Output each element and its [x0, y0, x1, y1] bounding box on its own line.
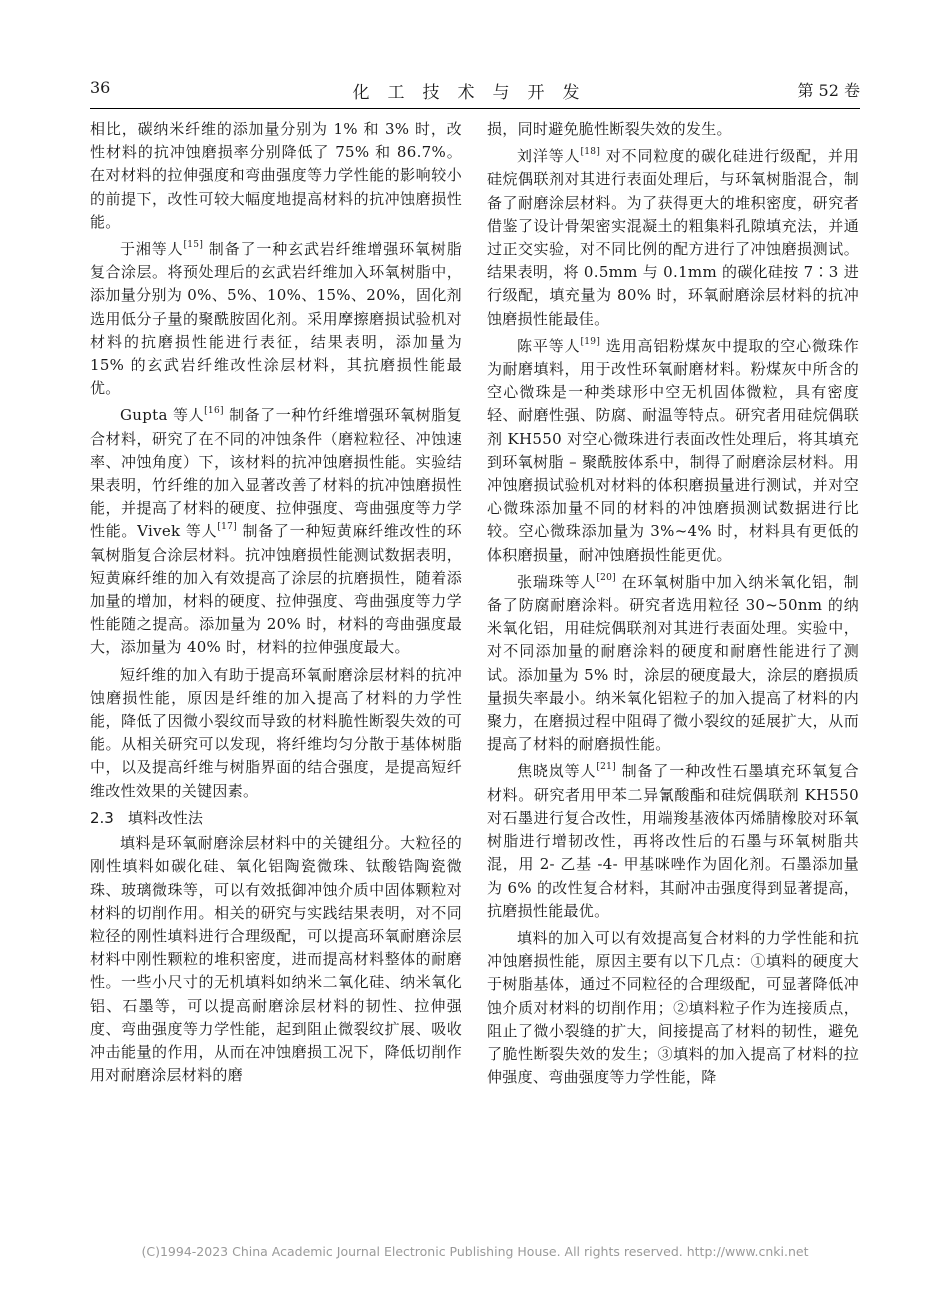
citation-ref[interactable]: [16] [204, 406, 224, 417]
paragraph: 相比，碳纳米纤维的添加量分别为 1% 和 3% 时，改性材料的抗冲蚀磨损率分别降低了 75% 和 86.7%。在对材料的拉伸强度和弯曲强度等力学性能的影响较小的前提下，改性可较大幅度地提高材料的抗冲蚀磨损性能。 [90, 120, 462, 231]
paragraph-text: 制备了一种改性石墨填充环氧复合材料。研究者用甲苯二异氰酸酯和硅烷偶联剂 KH550 对石墨进行复合改性，用端羧基液体丙烯腈橡胶对环氧树脂进行增韧改性，再将改性后的石墨与环氧树脂共混，用 2- 乙基 -4- 甲基咪唑作为固化剂。石墨添加量为 6% 的改性复合材料，其耐冲击强度得到显著提高，抗磨损性能最优。 [487, 762, 859, 920]
citation-ref[interactable]: [15] [183, 240, 204, 251]
author-text: 焦晓岚等人 [517, 762, 597, 781]
paragraph [487, 571, 859, 757]
journal-title: 化工技术与开发 [352, 83, 598, 103]
paragraph-text: 对不同粒度的碳化硅进行级配，并用硅烷偶联剂对其进行表面处理后，与环氧树脂混合，制备了耐磨涂层材料。为了获得更大的堆积密度，研究者借鉴了设计骨架密实混凝土的粗集料孔隙填充法，并通过正交实验，对不同比例的配方进行了冲蚀磨损测试。结果表明，将 0.5mm 与 0.1mm 的碳化硅按 7∶3 进行级配，填充量为 80% 时，环氧耐磨涂层材料的抗冲蚀磨损性能最佳。 [487, 147, 859, 328]
author-text: 刘洋等人 [517, 147, 581, 166]
paragraph [487, 145, 859, 331]
left-column [90, 118, 462, 1087]
section-title: 填料改性法 [127, 808, 203, 827]
copyright-footer: (C)1994-2023 China Academic Journal Electronic Publishing House. All rights reserved. http://www.cnki.net [141, 1244, 809, 1259]
paragraph [90, 238, 462, 400]
paragraph [487, 760, 859, 922]
paragraph-text: 在环氧树脂中加入纳米氧化铝，制备了防腐耐磨涂料。研究者选用粒径 30~50nm 的纳米氧化铝，用硅烷偶联剂对其进行表面处理。实验中，对不同添加量的耐磨涂料的硬度和耐磨性能进行了测试。添加量为 5% 时，涂层的硬度最大，涂层的磨损质量损失率最小。纳米氧化铝粒子的加入提高了材料的内聚力，在磨损过程中阻碍了微小裂纹的延展扩大，从而提高了材料的耐磨损性能。 [487, 572, 859, 754]
author-text: Gupta 等人 [120, 406, 205, 425]
paragraph: 短纤维的加入有助于提高环氧耐磨涂层材料的抗冲蚀磨损性能，原因是纤维的加入提高了材料的力学性能，降低了因微小裂纹而导致的材料脆性断裂失效的可能。从相关研究可以发现，将纤维均匀分散于基体树脂中，以及提高纤维与树脂界面的结合强度，是提高短纤维改性效果的关键因素。 [90, 665, 462, 800]
paragraph-text: 制备了一种短黄麻纤维改性的环氧树脂复合涂层材料。抗冲蚀磨损性能测试数据表明，短黄麻纤维的加入有效提高了涂层的抗磨损性，随着添加量的增加，材料的硬度、拉伸强度、弯曲强度等力学性能随之提高。添加量为 20% 时，材料的弯曲强度最大，添加量为 40% 时，材料的拉伸强度最大。 [90, 522, 462, 657]
citation-ref[interactable]: [21] [596, 762, 616, 773]
paragraph-text: 制备了一种竹纤维增强环氧树脂复合材料，研究了在不同的冲蚀条件（磨粒粒径、冲蚀速率、冲蚀角度）下，该材料的抗冲蚀磨损性能。实验结果表明，竹纤维的加入显著改善了材料的抗冲蚀磨损性能，并提高了材料的硬度、拉伸强度、弯曲强度等力学性能。Vivek 等人 [90, 406, 462, 541]
author-text: 于湘等人 [120, 240, 184, 259]
paragraph [487, 335, 859, 567]
citation-ref[interactable]: [20] [596, 572, 616, 583]
paragraph: 填料是环氧耐磨涂层材料中的关键组分。大粒径的刚性填料如碳化硅、氧化铝陶瓷微珠、钛酸锆陶瓷微珠、玻璃微珠等，可以有效抵御冲蚀介质中固体颗粒对材料的切削作用。相关的研究与实践结果表明，对不同粒径的刚性填料进行合理级配，可以提高环氧耐磨涂层材料中刚性颗粒的堆积密度，进而提高材料整体的耐磨性。一些小尺寸的无机填料如纳米二氧化硅、纳米氧化铝、石墨等，可以提高耐磨涂层材料的韧性、拉伸强度、弯曲强度等力学性能，起到阻止微裂纹扩展、吸收冲击能量的作用，从而在冲蚀磨损工况下，降低切削作用对耐磨涂层材料的磨 [90, 834, 462, 1085]
paragraph: 填料的加入可以有效提高复合材料的力学性能和抗冲蚀磨损性能，原因主要有以下几点：①填料的硬度大于树脂基体，通过不同粒径的合理级配，可显著降低冲蚀介质对材料的切削作用；②填料粒子作为连接质点，阻止了微小裂缝的扩大，间接提高了材料的韧性，避免了脆性断裂失效的发生；③填料的加入提高了材料的拉伸强度、弯曲强度等力学性能，降 [487, 928, 859, 1087]
author-text: 陈平等人 [517, 336, 581, 355]
citation-ref[interactable]: [19] [580, 336, 601, 347]
running-header [90, 78, 860, 102]
section-heading [90, 807, 462, 830]
paragraph: 损，同时避免脆性断裂失效的发生。 [487, 120, 732, 138]
paragraph-text: 制备了一种玄武岩纤维增强环氧树脂复合涂层。将预处理后的玄武岩纤维加入环氧树脂中，添加量分别为 0%、5%、10%、15%、20%，固化剂选用低分子量的聚酰胺固化剂。采用摩擦磨损试验机对材料的抗磨损性能进行表征，结果表明，添加量为 15% 的玄武岩纤维改性涂层材料，其抗磨损性能最优。 [90, 240, 462, 398]
right-column [487, 118, 859, 1089]
citation-ref[interactable]: [17] [217, 522, 238, 533]
header-rule [90, 108, 860, 109]
paragraph [90, 404, 462, 659]
volume-label: 第 52 卷 [797, 81, 860, 100]
section-number: 2.3 [90, 808, 114, 827]
page-number: 36 [90, 78, 111, 97]
citation-ref[interactable]: [18] [580, 147, 601, 158]
paragraph-text: 选用高铝粉煤灰中提取的空心微珠作为耐磨填料，用于改性环氧耐磨材料。粉煤灰中所含的空心微珠是一种类球形中空无机固体微粒，具有密度轻、耐磨性强、防腐、耐温等特点。研究者用硅烷偶联剂 KH550 对空心微珠进行表面改性处理后，将其填充到环氧树脂 – 聚酰胺体系中，制得了耐磨涂层材料。用冲蚀磨损试验机对材料的体积磨损量进行测试，并对空心微珠添加量不同的材料的冲蚀磨损测试数据进行比较。空心微珠添加量为 3%~4% 时，材料具有更低的体积磨损量，耐冲蚀磨损性能更优。 [487, 336, 859, 564]
author-text: 张瑞珠等人 [517, 572, 597, 591]
